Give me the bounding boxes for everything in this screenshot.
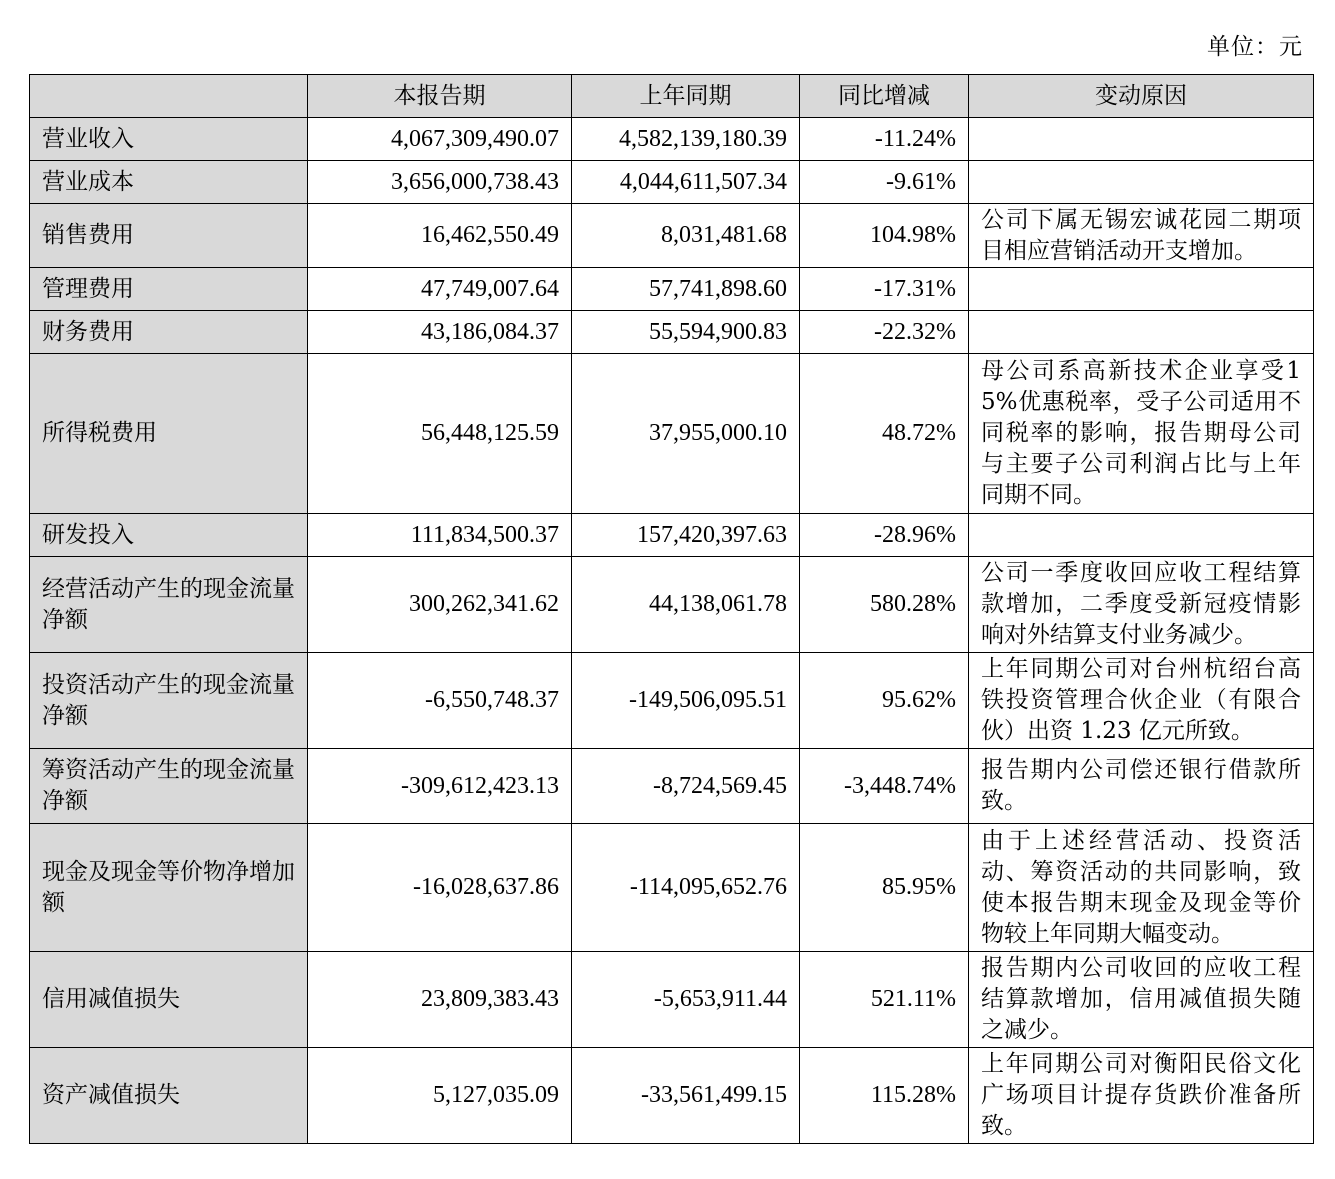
change-value: -17.31% (800, 268, 969, 311)
change-reason: 母公司系高新技术企业享受15%优惠税率，受子公司适用不同税率的影响，报告期母公司与主要子公司利润占比与上年同期不同。 (969, 354, 1314, 514)
previous-value: 57,741,898.60 (572, 268, 800, 311)
row-label: 管理费用 (30, 268, 308, 311)
row-label: 营业收入 (30, 118, 308, 161)
previous-value: -8,724,569.45 (572, 749, 800, 824)
current-value: 5,127,035.09 (308, 1048, 572, 1144)
change-value: -28.96% (800, 514, 969, 557)
row-label: 研发投入 (30, 514, 308, 557)
change-reason (969, 268, 1314, 311)
previous-value: 4,044,611,507.34 (572, 161, 800, 204)
change-reason: 报告期内公司收回的应收工程结算款增加，信用减值损失随之减少。 (969, 952, 1314, 1048)
change-value: -9.61% (800, 161, 969, 204)
previous-value: 37,955,000.10 (572, 354, 800, 514)
header-previous-period: 上年同期 (572, 75, 800, 118)
change-value: 95.62% (800, 653, 969, 749)
previous-value: -149,506,095.51 (572, 653, 800, 749)
current-value: 300,262,341.62 (308, 557, 572, 653)
table-row (30, 557, 1314, 653)
change-value: 48.72% (800, 354, 969, 514)
table-row (30, 749, 1314, 824)
table-row (30, 824, 1314, 952)
current-value: 3,656,000,738.43 (308, 161, 572, 204)
header-current-period: 本报告期 (308, 75, 572, 118)
change-value: 104.98% (800, 204, 969, 268)
change-reason (969, 161, 1314, 204)
previous-value: -33,561,499.15 (572, 1048, 800, 1144)
current-value: 111,834,500.37 (308, 514, 572, 557)
change-value: -11.24% (800, 118, 969, 161)
table-row (30, 311, 1314, 354)
change-reason (969, 118, 1314, 161)
change-value: -22.32% (800, 311, 969, 354)
current-value: 43,186,084.37 (308, 311, 572, 354)
change-value: 85.95% (800, 824, 969, 952)
row-label: 所得税费用 (30, 354, 308, 514)
previous-value: 55,594,900.83 (572, 311, 800, 354)
current-value: 23,809,383.43 (308, 952, 572, 1048)
current-value: -309,612,423.13 (308, 749, 572, 824)
change-value: 521.11% (800, 952, 969, 1048)
previous-value: -5,653,911.44 (572, 952, 800, 1048)
row-label: 经营活动产生的现金流量净额 (30, 557, 308, 653)
row-label: 资产减值损失 (30, 1048, 308, 1144)
previous-value: 44,138,061.78 (572, 557, 800, 653)
row-label: 信用减值损失 (30, 952, 308, 1048)
current-value: 4,067,309,490.07 (308, 118, 572, 161)
change-reason: 上年同期公司对衡阳民俗文化广场项目计提存货跌价准备所致。 (969, 1048, 1314, 1144)
table-header-row (30, 75, 1314, 118)
current-value: -6,550,748.37 (308, 653, 572, 749)
change-reason: 上年同期公司对台州杭绍台高铁投资管理合伙企业（有限合伙）出资 1.23 亿元所致。 (969, 653, 1314, 749)
table-row (30, 161, 1314, 204)
table-row (30, 118, 1314, 161)
financial-comparison-table (29, 74, 1314, 1144)
table-row (30, 204, 1314, 268)
current-value: 16,462,550.49 (308, 204, 572, 268)
row-label: 营业成本 (30, 161, 308, 204)
change-reason: 公司下属无锡宏诚花园二期项目相应营销活动开支增加。 (969, 204, 1314, 268)
unit-label: 单位：元 (1207, 34, 1303, 60)
table-row (30, 653, 1314, 749)
change-value: 115.28% (800, 1048, 969, 1144)
previous-value: 4,582,139,180.39 (572, 118, 800, 161)
current-value: -16,028,637.86 (308, 824, 572, 952)
current-value: 47,749,007.64 (308, 268, 572, 311)
header-item (30, 75, 308, 118)
previous-value: -114,095,652.76 (572, 824, 800, 952)
row-label: 筹资活动产生的现金流量净额 (30, 749, 308, 824)
change-reason: 报告期内公司偿还银行借款所致。 (969, 749, 1314, 824)
current-value: 56,448,125.59 (308, 354, 572, 514)
table-row (30, 1048, 1314, 1144)
row-label: 财务费用 (30, 311, 308, 354)
header-yoy-change: 同比增减 (800, 75, 969, 118)
previous-value: 8,031,481.68 (572, 204, 800, 268)
change-reason (969, 514, 1314, 557)
table-row (30, 268, 1314, 311)
table-row (30, 354, 1314, 514)
change-reason (969, 311, 1314, 354)
previous-value: 157,420,397.63 (572, 514, 800, 557)
row-label: 投资活动产生的现金流量净额 (30, 653, 308, 749)
change-value: -3,448.74% (800, 749, 969, 824)
table-row (30, 952, 1314, 1048)
header-change-reason: 变动原因 (969, 75, 1314, 118)
change-reason: 由于上述经营活动、投资活动、筹资活动的共同影响，致使本报告期末现金及现金等价物较上年同期大幅变动。 (969, 824, 1314, 952)
row-label: 现金及现金等价物净增加额 (30, 824, 308, 952)
change-reason: 公司一季度收回应收工程结算款增加，二季度受新冠疫情影响对外结算支付业务减少。 (969, 557, 1314, 653)
change-value: 580.28% (800, 557, 969, 653)
row-label: 销售费用 (30, 204, 308, 268)
table-row (30, 514, 1314, 557)
